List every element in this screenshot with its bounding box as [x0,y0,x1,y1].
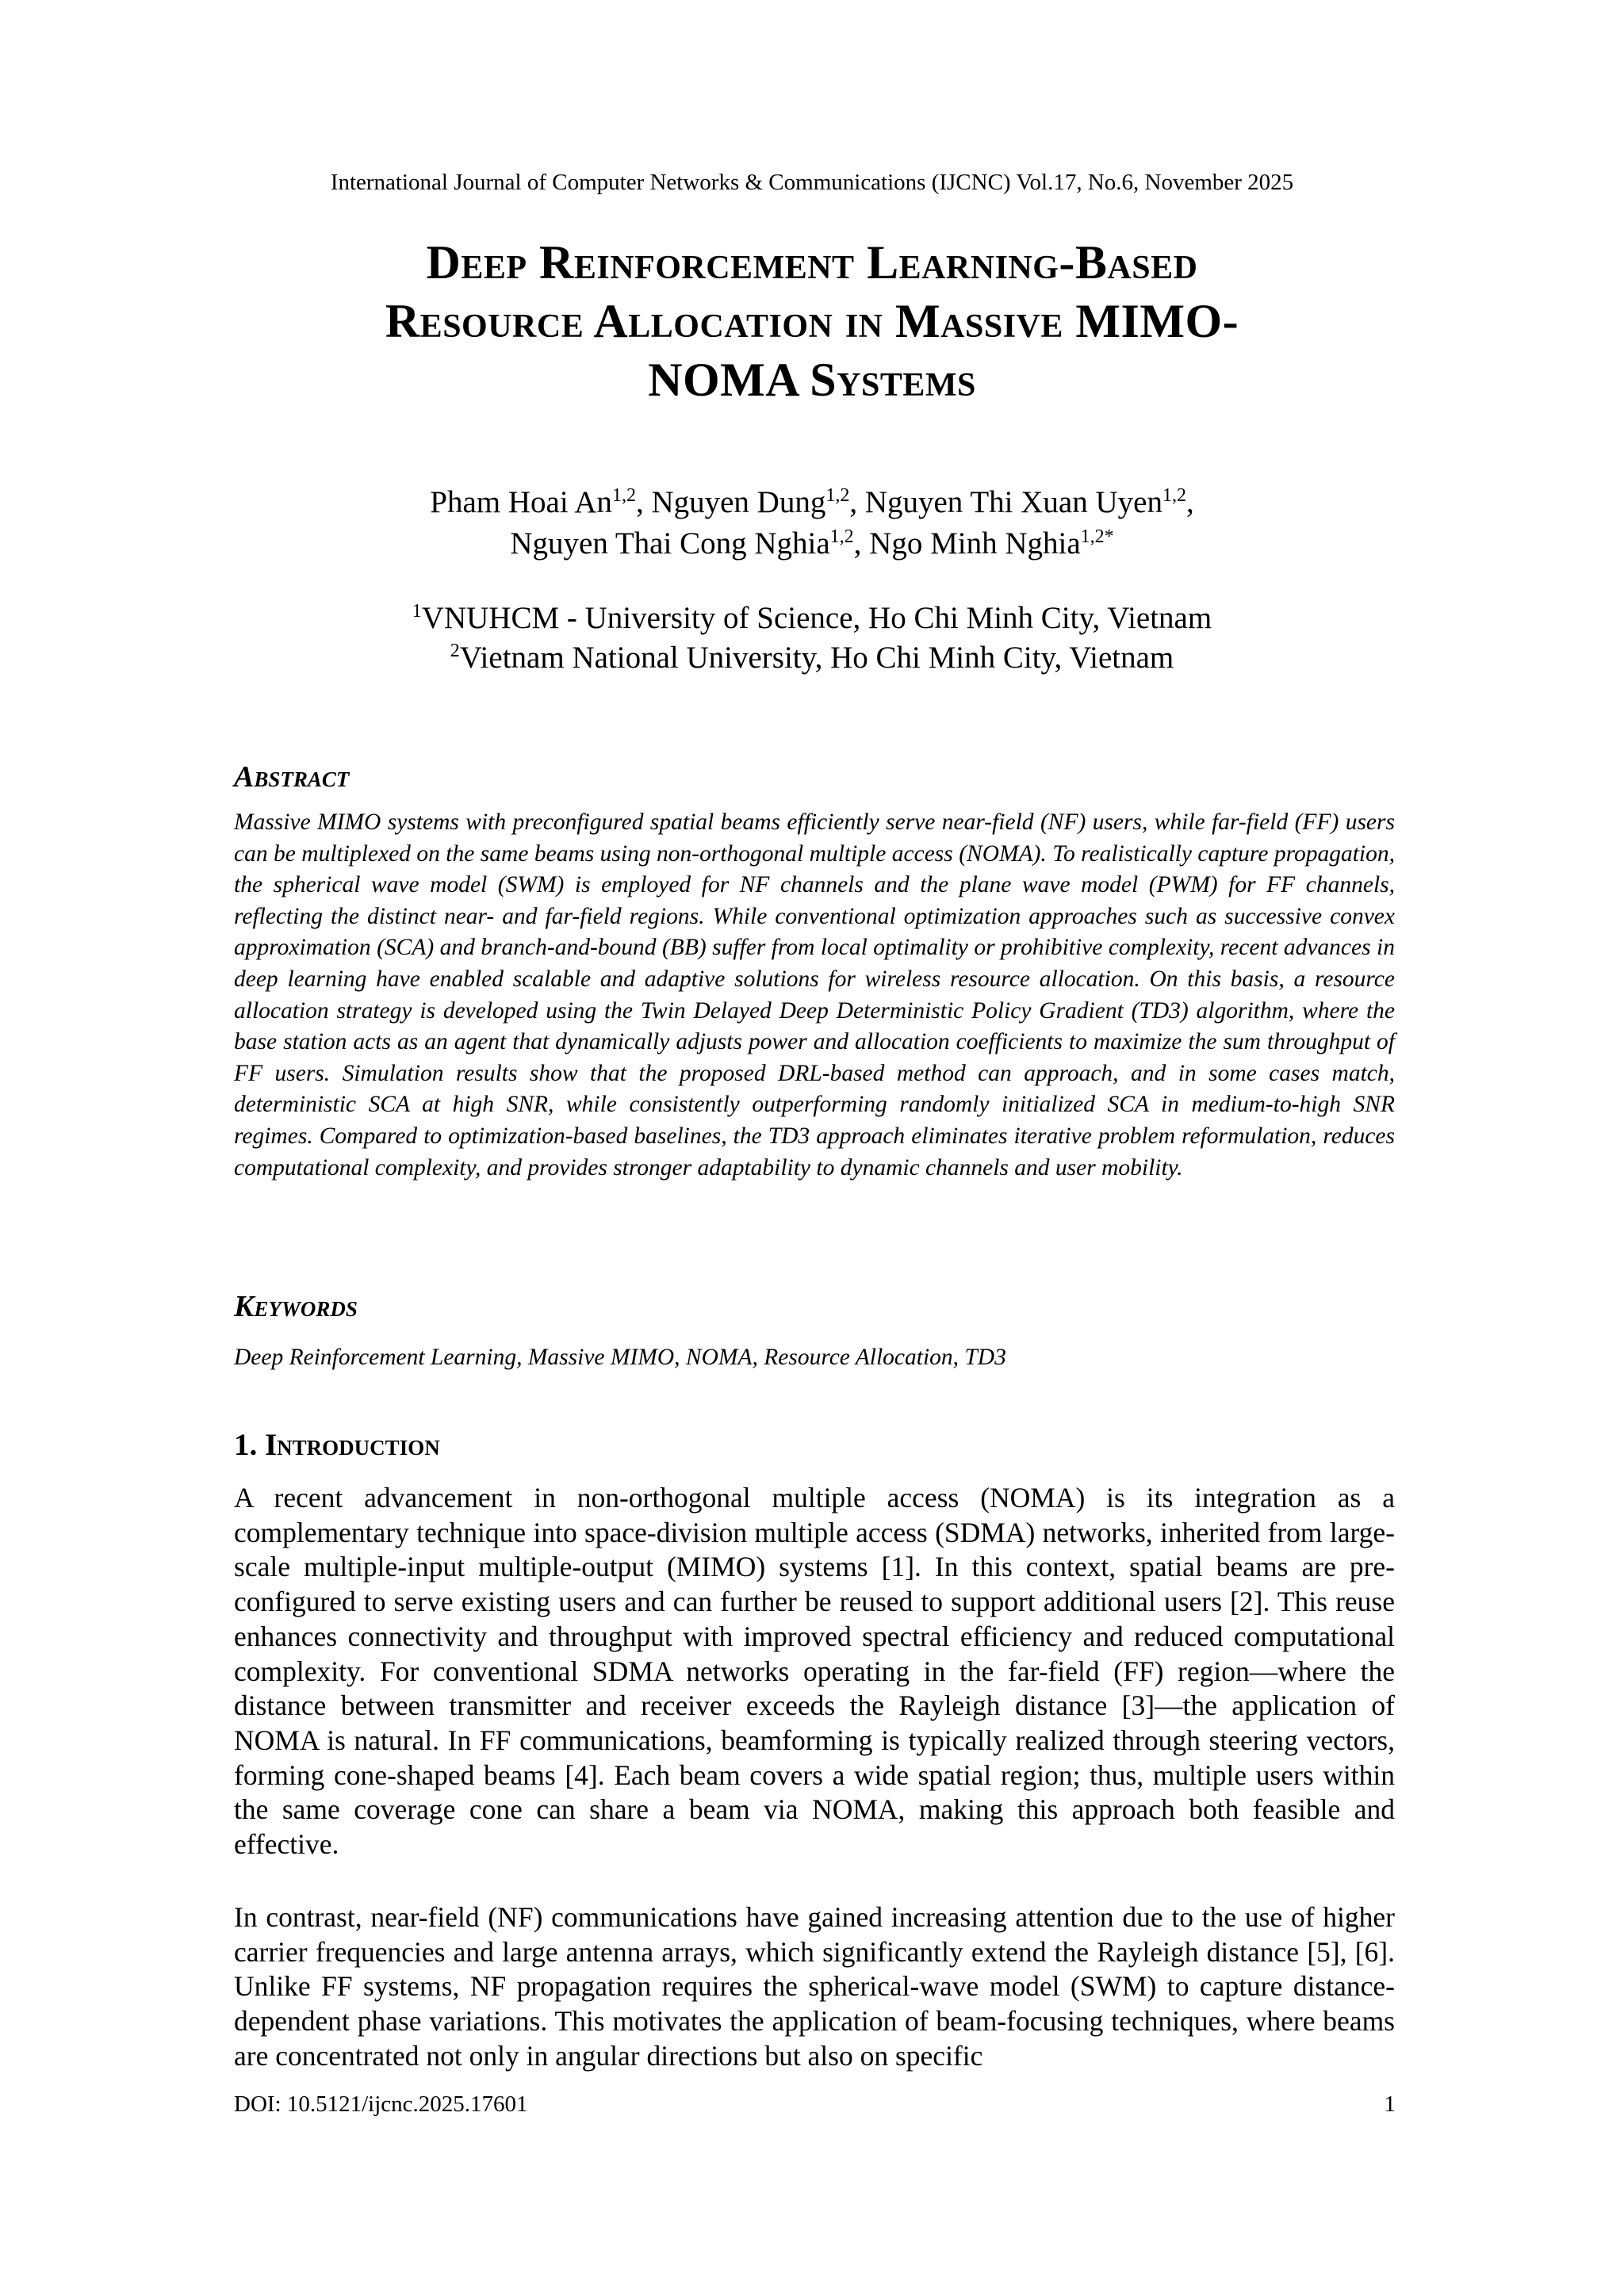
abstract-heading: Abstract [234,760,350,794]
introduction-paragraph-2: In contrast, near-field (NF) communications have gained increasing attention due to the use of higher carrier frequencies and large antenna arrays, which significantly extend the Rayleigh distance [5], [6]. Unlike FF systems, NF propagation requires the spherical-wave model (SWM) to capture distance-dependent phase variations. This motivates the application of beam-focusing techniques, where beams are concentrated not only in angular directions but also on specific [234,1901,1395,2072]
affiliation-list [159,599,1465,678]
author-name: Nguyen Thai Cong Nghia [510,526,830,561]
footer-doi: DOI: 10.5121/ijcnc.2025.17601 [234,2091,528,2117]
author-name: Ngo Minh Nghia [869,526,1081,561]
running-header: International Journal of Computer Networks & Communications (IJCNC) Vol.17, No.6, November 2025 [330,170,1294,195]
author-name: Nguyen Dung [651,485,826,519]
author-affiliation-mark: 1,2 [1162,485,1186,506]
affiliation-text: VNUHCM - University of Science, Ho Chi Minh City, Vietnam [421,601,1212,635]
introduction-paragraph-1: A recent advancement in non-orthogonal multiple access (NOMA) is its integration as a complementary technique into space-division multiple access (SDMA) networks, inherited from large-scale multiple-input multiple-output (MIMO) systems [1]. In this context, spatial beams are pre-configured to serve existing users and can further be reused to support additional users [2]. This reuse enhances connectivity and throughput with improved spectral efficiency and reduced computational complexity. For conventional SDMA networks operating in the far-field (FF) region—where the distance between transmitter and receiver exceeds the Rayleigh distance [3]—the application of NOMA is natural. In FF communications, beamforming is typically realized through steering vectors, forming cone-shaped beams [4]. Each beam covers a wide spatial region; thus, multiple users within the same coverage cone can share a beam via NOMA, making this approach both feasible and effective. [234,1482,1395,1861]
author-separator: , [849,485,865,519]
affiliation-2 [159,638,1465,678]
title-line-1: Deep Reinforcement Learning-Based [426,236,1198,289]
author-separator: , [635,485,652,519]
author-list [159,482,1465,564]
keywords-text: Deep Reinforcement Learning, Massive MIMO, NOMA, Resource Allocation, TD3 [234,1345,1006,1370]
keywords-heading: Keywords [234,1290,358,1323]
author-line-1 [159,482,1465,523]
author-affiliation-mark: 1,2* [1080,526,1114,547]
author-affiliation-mark: 1,2 [829,526,854,547]
author-name: Nguyen Thi Xuan Uyen [864,485,1162,519]
page-number: 1 [1384,2091,1396,2117]
author-affiliation-mark: 1,2 [611,485,636,506]
author-affiliation-mark: 1,2 [825,485,850,506]
author-separator: , [853,526,870,561]
affiliation-mark: 2 [450,641,460,661]
affiliation-1 [159,599,1465,638]
affiliation-mark: 1 [412,601,422,622]
author-line-2 [159,523,1465,564]
author-name: Pham Hoai An [430,485,612,519]
author-separator: , [1185,485,1194,519]
paper-title [238,233,1386,409]
title-line-3: NOMA Systems [648,354,976,406]
affiliation-text: Vietnam National University, Ho Chi Minh City, Vietnam [459,641,1174,675]
introduction-heading: 1. Introduction [234,1428,440,1462]
abstract-text: Massive MIMO systems with preconfigured spatial beams efficiently serve near-field (NF) users, while far-field (FF) users can be multiplexed on the same beams using non-orthogonal multiple access (NOMA). To realistically capture propagation, the spherical wave model (SWM) is employed for NF channels and the plane wave model (PWM) for FF channels, reflecting the distinct near- and far-field regions. While conventional optimization approaches such as successive convex approximation (SCA) and branch-and-bound (BB) suffer from local optimality or prohibitive complexity, recent advances in deep learning have enabled scalable and adaptive solutions for wireless resource allocation. On this basis, a resource allocation strategy is developed using the Twin Delayed Deep Deterministic Policy Gradient (TD3) algorithm, where the base station acts as an agent that dynamically adjusts power and allocation coefficients to maximize the sum throughput of FF users. Simulation results show that the proposed DRL-based method can approach, and in some cases match, deterministic SCA at high SNR, while consistently outperforming randomly initialized SCA in medium-to-high SNR regimes. Compared to optimization-based baselines, the TD3 approach eliminates iterative problem reformulation, reduces computational complexity, and provides stronger adaptability to dynamic channels and user mobility. [234,809,1395,1181]
title-line-2: Resource Allocation in Massive MIMO- [385,295,1239,347]
